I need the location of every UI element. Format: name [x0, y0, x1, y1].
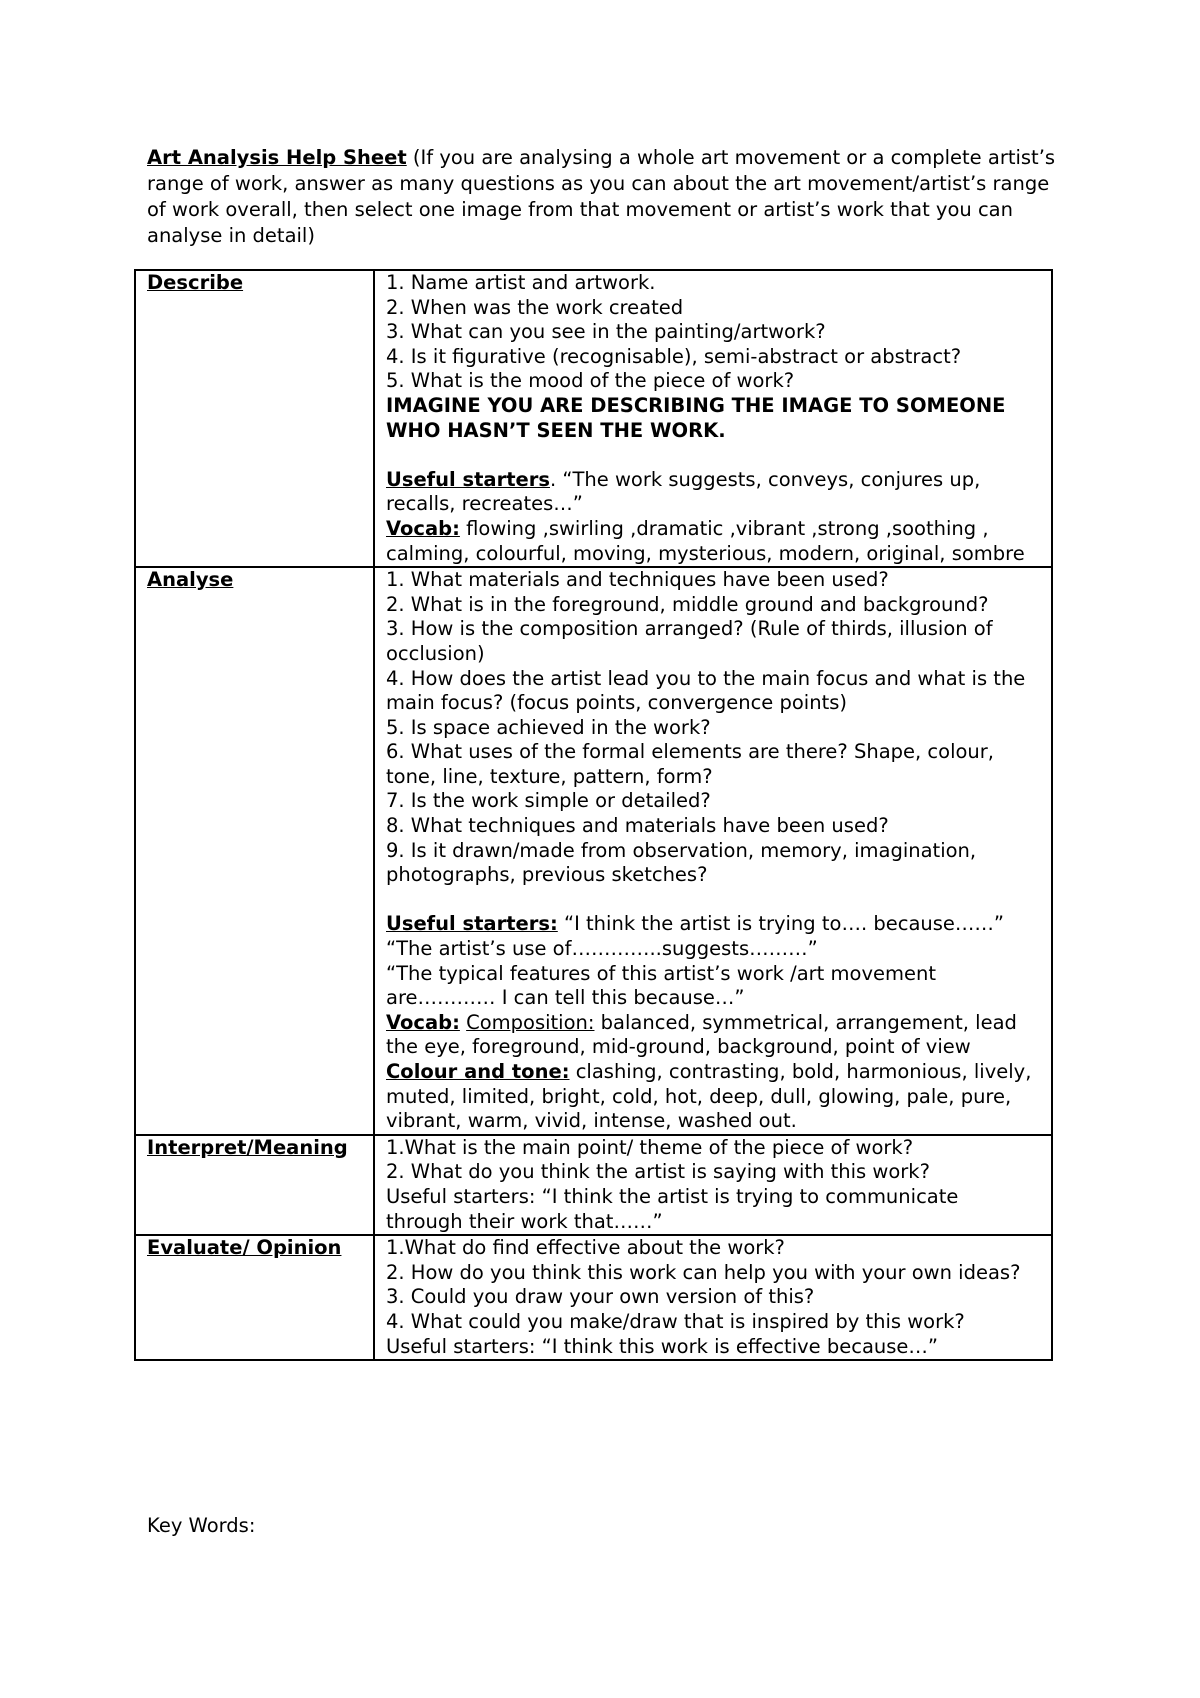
starters-line [386, 468, 1041, 517]
table-row-evaluate [135, 1235, 1052, 1360]
analyse-heading: Analyse [147, 568, 234, 592]
question-item: 2. What do you think the artist is saying with this work? [386, 1160, 930, 1184]
row-content-cell [374, 567, 1052, 1135]
starters-line [386, 912, 1041, 937]
interpret-heading: Interpret/Meaning [147, 1135, 348, 1159]
row-header-cell [135, 1135, 374, 1235]
colour-text: clashing, contrasting, bold, harmonious, lively, muted, limited, bright, cold, hot, deep, dull, glowing, pale, pure, vibrant, warm, vivid, intense, washed out. [386, 1060, 1032, 1133]
starter-item: Useful starters: “I think the artist is trying to communicate through their work that……” [386, 1184, 959, 1233]
starter-item: “The typical features of this artist’s work /art movement are………… I can tell this because…” [386, 961, 936, 1010]
key-words-label: Key Words: [147, 1514, 256, 1537]
starters-label: Useful starters: [386, 912, 558, 936]
question-item: 1.What do find effective about the work? [386, 1236, 785, 1260]
starters-label: Useful starters [386, 467, 550, 491]
intro-text: (If you are analysing a whole art movement or a complete artist’s range of work, answer as many questions as you can about the art movement/artist’s range of work overall, then select one image from that movement or artist’s work that you can analyse in detail) [147, 146, 1056, 247]
intro-paragraph [147, 145, 1062, 249]
row-header-cell [135, 270, 374, 567]
question-item: 4. What could you make/draw that is inspired by this work? [386, 1309, 965, 1333]
question-item: 1. What materials and techniques have been used? [386, 568, 889, 592]
table-row-analyse [135, 567, 1052, 1135]
question-item: 5. Is space achieved in the work? [386, 715, 711, 739]
question-item: 5. What is the mood of the piece of work? [386, 369, 795, 393]
describe-heading: Describe [147, 271, 244, 294]
question-item: 4. How does the artist lead you to the main focus and what is the main focus? (focus points, convergence points) [386, 666, 1026, 715]
question-item: 2. How do you think this work can help you with your own ideas? [386, 1260, 1021, 1284]
vocab-line [386, 1011, 1041, 1060]
question-item: 9. Is it drawn/made from observation, memory, imagination, photographs, previous sketches? [386, 838, 977, 887]
question-item: 7. Is the work simple or detailed? [386, 789, 711, 813]
analysis-table [134, 269, 1053, 1361]
colour-line [386, 1060, 1041, 1134]
question-item: 2. When was the work created [386, 295, 684, 319]
table-row-describe [135, 270, 1052, 567]
row-content-cell [374, 270, 1052, 567]
table-row-interpret [135, 1135, 1052, 1235]
row-header-cell [135, 1235, 374, 1360]
evaluate-heading: Evaluate/ Opinion [147, 1236, 342, 1260]
starter-item: “The artist’s use of…………..suggests………” [386, 937, 818, 961]
row-content-cell [374, 1235, 1052, 1360]
question-item: 1. Name artist and artwork. [386, 271, 656, 294]
row-content-cell [374, 1135, 1052, 1235]
starters-text: “I think the artist is trying to…. because……” [557, 912, 1005, 936]
row-header-cell [135, 567, 374, 1135]
question-item: 3. How is the composition arranged? (Rule of thirds, illusion of occlusion) [386, 617, 993, 665]
page-title: Art Analysis Help Sheet [147, 146, 407, 169]
question-item: 3. Could you draw your own version of this? [386, 1285, 815, 1309]
vocab-label: Vocab: [386, 1010, 460, 1034]
composition-label: Composition: [466, 1010, 595, 1034]
question-item: 1.What is the main point/ theme of the piece of work? [386, 1135, 914, 1159]
question-item: 2. What is in the foreground, middle ground and background? [386, 592, 989, 616]
vocab-text: flowing ,swirling ,dramatic ,vibrant ,strong ,soothing , calming, colourful, moving, mysterious, modern, original, sombre [386, 516, 1025, 565]
starters-text: . “The work suggests, conveys, conjures up, recalls, recreates…” [386, 467, 981, 516]
vocab-line [386, 517, 1041, 566]
question-item: 8. What techniques and materials have been used? [386, 814, 889, 838]
starter-item: Useful starters: “I think this work is effective because…” [386, 1334, 939, 1358]
question-item: 6. What uses of the formal elements are there? Shape, colour, tone, line, texture, pattern, form? [386, 740, 995, 788]
composition-text: balanced, symmetrical, arrangement, lead the eye, foreground, mid-ground, background, point of view [386, 1010, 1017, 1059]
describe-emphasis: IMAGINE YOU ARE DESCRIBING THE IMAGE TO SOMEONE WHO HASN’T SEEN THE WORK. [386, 393, 1006, 442]
spacer [386, 888, 1041, 913]
question-item: 3. What can you see in the painting/artwork? [386, 320, 826, 344]
vocab-label: Vocab: [386, 516, 460, 540]
spacer [386, 443, 1041, 468]
question-item: 4. Is it figurative (recognisable), semi-abstract or abstract? [386, 344, 962, 368]
colour-label: Colour and tone: [386, 1060, 570, 1083]
